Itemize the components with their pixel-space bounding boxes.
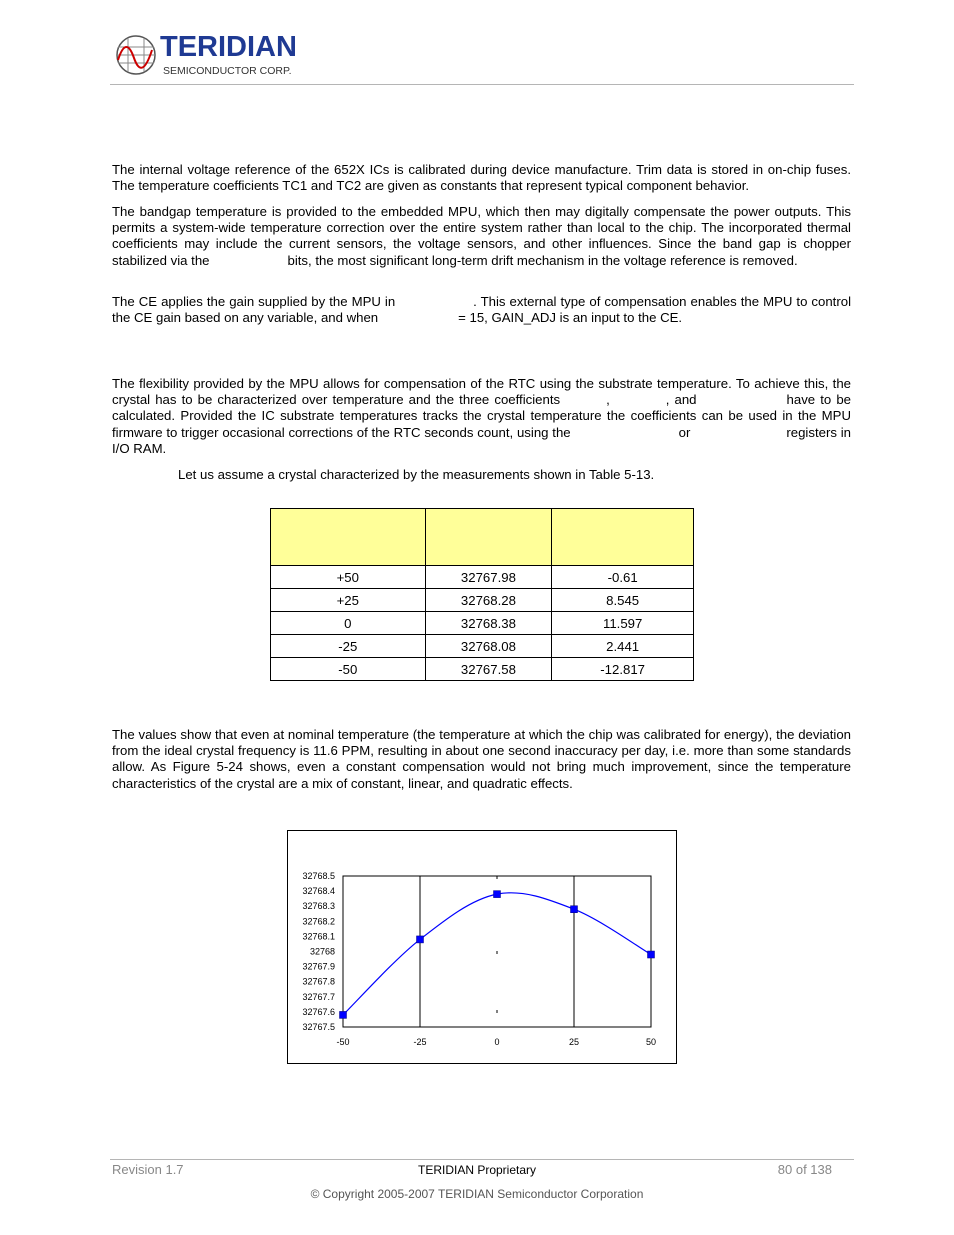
brand-subtitle: SEMICONDUCTOR CORP. [163,65,292,77]
y-tick-label: 32768.2 [302,916,335,927]
paragraph-deviation: The values show that even at nominal temperature (the temperature at which the chip was calibrated for energy), the deviation from the ideal crystal frequency is 11.6 PPM, resulting in about one second inaccuracy per day, i.e. more than some standards allow. As Figure 5-24 shows, even a constant compensation would not bring much improvement, since the temperature characteristics of the crystal are a mix of constant, linear, and quadratic effects. [112,727,851,791]
x-tick-label: 0 [494,1037,500,1047]
table-row [271,589,694,612]
crystal-measurement-table [270,508,694,681]
x-tick-label: -50 [336,1037,350,1047]
y-tick-label: 32768.3 [302,901,335,912]
x-tick-label: 50 [645,1037,657,1047]
table-cell: -12.817 [552,658,694,681]
y-tick-label: 32767.8 [302,976,335,987]
data-point [494,891,501,898]
table-cell: 2.441 [552,635,694,658]
data-point [648,951,655,958]
paragraph-ce-gain: The CE applies the gain supplied by the MPU in . This external type of compensation enables the MPU to control the CE gain based on any variable, and when = 15, GAIN_ADJ is an input to the CE. [112,294,851,326]
table-cell: 8.545 [552,589,694,612]
revision-label: Revision 1.7 [112,1162,184,1177]
y-tick-label: 32767.6 [302,1006,335,1017]
company-logo [116,30,321,82]
page-number: 80 of 138 [777,1162,832,1177]
table-cell: 0 [271,612,426,635]
table-cell: -0.61 [552,566,694,589]
proprietary-label: TERIDIAN Proprietary [417,1163,537,1177]
table-cell: 32767.58 [425,658,552,681]
y-tick-label: 32767.5 [302,1022,335,1032]
table-row [271,658,694,681]
table-row [271,635,694,658]
y-tick-label: 32768.5 [302,871,335,881]
chart-canvas [288,831,676,1063]
paragraph-bandgap: The bandgap temperature is provided to the embedded MPU, which then may digitally compensate the power outputs. This permits a system-wide temperature correction over the entire system rather than local to the chip. The incorporated thermal coefficients may include the current sensors, the voltage sensors, and other influences. Since the band gap is chopper stabilized via the bits, the most significant long-term drift mechanism in the voltage reference is removed. [112,204,851,268]
table-cell: 32768.08 [425,635,552,658]
y-tick-label: 32768 [309,946,335,957]
copyright-notice: © Copyright 2005-2007 TERIDIAN Semiconductor Corporation [310,1187,644,1201]
table-row [271,566,694,589]
data-point [340,1011,347,1018]
y-tick-label: 32767.9 [302,961,335,972]
brand-name: TERIDIAN [160,31,297,63]
paragraph-rtc-compensation: The flexibility provided by the MPU allows for compensation of the RTC using the substrate temperature. To achieve this, the crystal has to be characterized over temperature and the three coefficients , , and have to be calculated. Provided the IC substrate temperatures tracks the crystal temperature the coefficients can be used in the MPU firmware to trigger occasional corrections of the RTC seconds count, using the or registers in I/O RAM. [112,376,852,456]
table-cell: -25 [271,635,426,658]
data-point [417,936,424,943]
data-point [571,906,578,913]
table-cell: 11.597 [552,612,694,635]
y-tick-label: 32768.4 [302,886,335,897]
x-tick-label: 25 [568,1037,580,1047]
table-cell: 32768.38 [425,612,552,635]
x-tick-label: -25 [413,1037,427,1047]
table-cell: 32767.98 [425,566,552,589]
table-cell: -50 [271,658,426,681]
table-header-cell [552,509,694,566]
table-header-cell [271,509,426,566]
paragraph-table-intro: Let us assume a crystal characterized by the measurements shown in Table 5-13. [178,467,655,482]
paragraph-voltage-reference: The internal voltage reference of the 652X ICs is calibrated during device manufacture. Trim data is stored in on-chip fuses. The temperature coefficients TC1 and TC2 are given as constants that represent typical component behavior. [112,162,851,194]
table-header-cell [425,509,552,566]
table-cell: +50 [271,566,426,589]
crystal-frequency-chart [287,830,677,1064]
table-row [271,612,694,635]
table-cell: +25 [271,589,426,612]
table-header-row [271,509,694,566]
logo-globe-icon [117,36,155,74]
footer-divider [110,1159,854,1160]
y-tick-label: 32768.1 [302,931,335,942]
header-divider [110,84,854,85]
y-tick-label: 32767.7 [302,991,335,1002]
table-cell: 32768.28 [425,589,552,612]
